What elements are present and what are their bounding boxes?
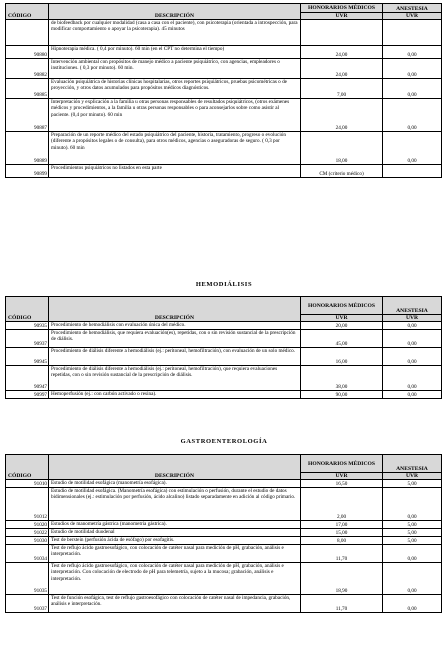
row-description: Intervención ambiental con propósitos de manejo médico a paciente psiquiátrico, con agencias, empleadores o instituciones. ( 0,3 por minuto). 60 min.	[49, 59, 301, 79]
row-description: Hipnoterapia médica. ( 0,4 por minuto). 60 min (en el CPT no determina el tiempo)	[49, 46, 301, 59]
row-uvr: 16,50	[301, 480, 383, 488]
table-row	[6, 20, 442, 46]
row-anestesia: 0,00	[383, 322, 442, 330]
row-description: Procedimiento de diálisis diferente a hemodiálisis (ej.: peritoneal, hemofiltración), que requiera evaluaciones repetidas, con o sin revisión sustancial de la prescripción de diálisis.	[49, 366, 301, 391]
codigo-header: CÓDIGO	[6, 455, 49, 480]
row-description: Test de reflujo ácido gastroesofágico, con colocación de catéter nasal para medición de pH, grabación, análisis e interpretación.	[49, 545, 301, 563]
row-uvr: 7,00	[301, 79, 383, 99]
row-anestesia: 0,00	[383, 132, 442, 165]
row-anestesia: 0,00	[383, 545, 442, 563]
row-description: Preparación de un reporte médico del estado psiquiátrico del paciente, historia, tratamiento, progreso o evolución (diferente a propósitos legales o de consulta), para otros médicos, agencias o aseguradoras de seguro. ( 0,3 por minuto). 60 min	[49, 132, 301, 165]
row-code: 91035	[6, 563, 49, 595]
psiquiatria-table	[5, 3, 442, 178]
row-description: Estudio de motilidad esofágica. (Manometría esofágica) con estimulación o perfusión, durante el estudio de datos bidimensionales (ej.: estimulación por perfusión, ácido alcalino) listado separadamente en adición al código primario.	[49, 488, 301, 521]
row-code: 91030	[6, 537, 49, 545]
row-code: 91034	[6, 545, 49, 563]
row-anestesia: 0,00	[383, 366, 442, 391]
table-row	[6, 391, 442, 399]
row-description: Estudios de manometría gástrica (manometría gástrica).	[49, 521, 301, 529]
row-anestesia: 5,00	[383, 537, 442, 545]
row-anestesia: 5,00	[383, 480, 442, 488]
table-header-row	[6, 455, 442, 473]
row-anestesia: 0,00	[383, 330, 442, 348]
row-code: 90899	[6, 165, 49, 178]
table-row	[6, 563, 442, 595]
descripcion-header: DESCRIPCIÓN	[49, 455, 301, 480]
row-uvr: 24,00	[301, 59, 383, 79]
row-anestesia: 0,00	[383, 46, 442, 59]
row-anestesia: 0,00	[383, 595, 442, 613]
row-code: 90945	[6, 348, 49, 366]
row-description: Interpretación y explicación a la familia u otras personas responsables de resultados psiquiátricos, (otros exámenes médicos y procedimientos, a la familia u otras personas responsables o para aconsejarlos sobre como asistir al paciente. (0,4 por minuto). 60 min	[49, 99, 301, 132]
row-description: Procedimiento de hemodiálisis con evaluación única del médico.	[49, 322, 301, 330]
codigo-header: CÓDIGO	[6, 297, 49, 322]
row-uvr: 24,00	[301, 46, 383, 59]
table-header-row	[6, 4, 442, 13]
row-anestesia	[383, 165, 442, 178]
table-header-row	[6, 297, 442, 315]
row-uvr: 8,00	[301, 537, 383, 545]
honorarios-header: HONORARIOS MÉDICOS	[301, 455, 383, 473]
row-description: Procedimientos psiquiátricos no listados en esta parte	[49, 165, 301, 178]
codigo-header: CÓDIGO	[6, 4, 49, 20]
anestesia-header: ANESTESIA	[383, 4, 442, 13]
row-code: 90880	[6, 46, 49, 59]
row-code: 90889	[6, 132, 49, 165]
row-uvr: 20,00	[301, 322, 383, 330]
row-anestesia: 0,00	[383, 488, 442, 521]
row-code: 90947	[6, 366, 49, 391]
uvr-header: UVR	[383, 315, 442, 322]
row-uvr: 11,70	[301, 595, 383, 613]
row-code: 90937	[6, 330, 49, 348]
row-description: Estudio de motilidad esofágica (manometría esofágica).	[49, 480, 301, 488]
uvr-header: UVR	[301, 315, 383, 322]
hemodialisis-table	[5, 296, 442, 399]
section-title-gastroenterologia: GASTROENTEROLOGÍA	[180, 438, 268, 445]
row-anestesia: 5,00	[383, 521, 442, 529]
row-code: 90885	[6, 79, 49, 99]
row-description: Test de reflujo ácido gastroesofágico, con colocación de catéter nasal para medición de pH, grabación, análisis e interpretación. Con colocación de electrodo de pH para telemetría, sujeto a la mucosa; grabación, análisis e interpretación.	[49, 563, 301, 595]
row-anestesia	[383, 20, 442, 46]
honorarios-header: HONORARIOS MÉDICOS	[301, 297, 383, 315]
row-code	[6, 20, 49, 46]
uvr-header: UVR	[301, 473, 383, 480]
table-row	[6, 480, 442, 488]
row-code: 90882	[6, 59, 49, 79]
row-anestesia: 0,00	[383, 391, 442, 399]
table-row	[6, 595, 442, 613]
table-row	[6, 537, 442, 545]
row-description: Procedimiento de hemodiálisis, que requiera evaluación(es), repetidas, con o sin revisión sustancial de la prescripción de diálisis.	[49, 330, 301, 348]
anestesia-header: ANESTESIA	[383, 455, 442, 473]
row-code: 91020	[6, 521, 49, 529]
descripcion-header: DESCRIPCIÓN	[49, 4, 301, 20]
descripcion-header: DESCRIPCIÓN	[49, 297, 301, 322]
table-row	[6, 99, 442, 132]
row-uvr: 18,90	[301, 563, 383, 595]
row-uvr: 17,00	[301, 521, 383, 529]
gastroenterologia-table	[5, 454, 442, 613]
row-uvr	[301, 20, 383, 46]
row-uvr: 11,70	[301, 545, 383, 563]
table-row	[6, 529, 442, 537]
row-code: 90997	[6, 391, 49, 399]
row-anestesia: 5,00	[383, 529, 442, 537]
row-uvr: 45,00	[301, 330, 383, 348]
row-description: Test de berstein (perfusión ácida de esófago) por esofagitis.	[49, 537, 301, 545]
table-row	[6, 348, 442, 366]
row-uvr: 24,00	[301, 99, 383, 132]
row-uvr: 18,00	[301, 132, 383, 165]
row-code: 90887	[6, 99, 49, 132]
uvr-header: UVR	[383, 473, 442, 480]
row-uvr: 2,00	[301, 488, 383, 521]
anestesia-header: ANESTESIA	[383, 297, 442, 315]
table-row	[6, 46, 442, 59]
table-row	[6, 521, 442, 529]
row-uvr: 16,00	[301, 348, 383, 366]
honorarios-header: HONORARIOS MÉDICOS	[301, 4, 383, 13]
row-code: 91010	[6, 480, 49, 488]
row-uvr: 38,00	[301, 366, 383, 391]
table-row	[6, 322, 442, 330]
row-anestesia: 0,00	[383, 563, 442, 595]
uvr-header: UVR	[301, 13, 383, 20]
table-row	[6, 59, 442, 79]
row-anestesia: 0,00	[383, 59, 442, 79]
table-row	[6, 488, 442, 521]
row-uvr: 90,00	[301, 391, 383, 399]
row-description: de biofeedback por cualquier modalidad (casa a casa con el paciente), con psicoterapia (orientada a introspección, para modificar comportamiento o apoyar la psicoterapia). 45 minutos	[49, 20, 301, 46]
row-code: 91012	[6, 488, 49, 521]
table-row	[6, 165, 442, 178]
row-description: Estudio de motilidad duodenal	[49, 529, 301, 537]
row-anestesia: 0,00	[383, 99, 442, 132]
row-description: Hemoperfusión (ej.: con carbón activado o resina).	[49, 391, 301, 399]
row-code: 90935	[6, 322, 49, 330]
table-row	[6, 545, 442, 563]
row-code: 91022	[6, 529, 49, 537]
row-description: Test de función esofágica, test de reflujo gastroesofágico con colocación de catéter nasal de impedancia, grabación, análisis e interpretación.	[49, 595, 301, 613]
row-uvr: 15,00	[301, 529, 383, 537]
section-title-hemodialisis: HEMODIÁLISIS	[195, 281, 253, 288]
table-row	[6, 330, 442, 348]
table-row	[6, 366, 442, 391]
table-row	[6, 79, 442, 99]
row-description: Evaluación psiquiátrica de historias clínicas hospitalarias, otros reportes psiquiátricos, pruebas psicométricas o de proyección, y otros datos acumulados para propósitos médicos diagnósticos.	[49, 79, 301, 99]
uvr-header: UVR	[383, 13, 442, 20]
row-description: Procedimiento de diálisis diferente a hemodiálisis (ej.: peritoneal, hemofiltración), con evaluación de un solo médico.	[49, 348, 301, 366]
row-anestesia: 0,00	[383, 348, 442, 366]
table-row	[6, 132, 442, 165]
row-uvr: CM (criterio médico)	[301, 165, 383, 178]
row-code: 91037	[6, 595, 49, 613]
row-anestesia: 0,00	[383, 79, 442, 99]
